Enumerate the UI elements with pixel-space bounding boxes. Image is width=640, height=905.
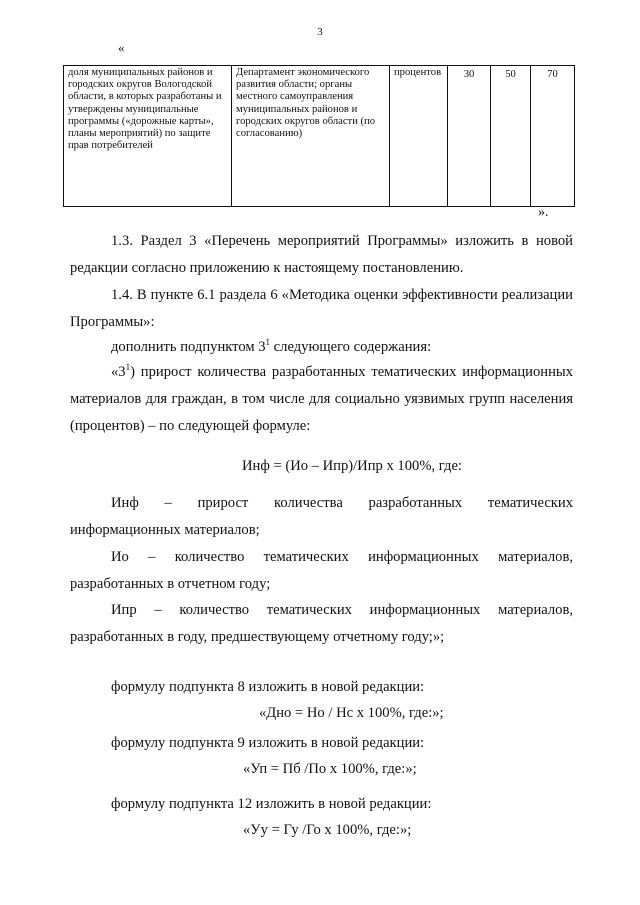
page-number: 3	[317, 26, 323, 38]
section-1-3-paragraph: 1.3. Раздел 3 «Перечень мероприятий Программы» изложить в новой редакции согласно приложению к настоящему постановлению.	[70, 233, 573, 276]
amendment-label-12: формулу подпункта 12 изложить в новой редакции:	[111, 796, 432, 812]
amendment-formula-12: «Уу = Гу /Го х 100%, где:»;	[243, 822, 412, 838]
section-1-4-paragraph: 1.4. В пункте 6.1 раздела 6 «Методика оценки эффективности реализации Программы»:	[70, 287, 573, 330]
unit-cell: процентов	[390, 66, 448, 207]
amendment-label-9: формулу подпункта 9 изложить в новой редакции:	[111, 735, 425, 751]
value-cell-2: 50	[491, 66, 531, 207]
value-cell-3: 70	[531, 66, 575, 207]
item-3-1-text: ) прирост количества разработанных тематических информационных материалов для граждан, в том числе для социально уязвимых групп населения (процентов) – по следующей формуле:	[70, 364, 573, 434]
indicator-name-cell: доля муниципальных районов и городских округов Вологодской области, в которых разработаны и утверждены муниципальные программы («дорожные карты», планы мероприятий) по защите прав потребителей	[64, 66, 232, 207]
value-cell-1: 30	[448, 66, 491, 207]
table-row	[64, 66, 575, 207]
supplement-paragraph	[111, 337, 431, 357]
amendment-formula-9: «Уп = Пб /По х 100%, где:»;	[243, 761, 417, 777]
definition-ipr: Ипр – количество тематических информационных материалов, разработанных в году, предшествующему отчетному году;»;	[70, 602, 573, 645]
item-3-1-open: «3	[111, 364, 126, 380]
supplement-suffix: следующего содержания:	[270, 339, 432, 355]
main-formula: Инф = (Ио – Ипр)/Ипр х 100%, где:	[242, 458, 462, 474]
closing-quote-mark: ».	[538, 205, 549, 220]
definition-inf: Инф – прирост количества разработанных тематических информационных материалов;	[70, 495, 573, 538]
definition-io: Ио – количество тематических информационных материалов, разработанных в отчетном году;	[70, 549, 573, 592]
item-3-1-superscript: 1	[125, 362, 131, 372]
supplement-prefix: дополнить подпунктом 3	[111, 339, 266, 355]
responsible-cell: Департамент экономического развития области; органы местного самоуправления муниципальных районов и городских округов области (по согласованию)	[232, 66, 390, 207]
opening-quote-mark: «	[118, 40, 125, 55]
amendment-label-8: формулу подпункта 8 изложить в новой редакции:	[111, 679, 425, 695]
item-3-1-paragraph	[70, 359, 573, 440]
amendment-formula-8: «Дно = Но / Нс х 100%, где:»;	[259, 705, 444, 721]
indicator-table	[63, 65, 575, 207]
supplement-superscript: 1	[265, 337, 271, 347]
